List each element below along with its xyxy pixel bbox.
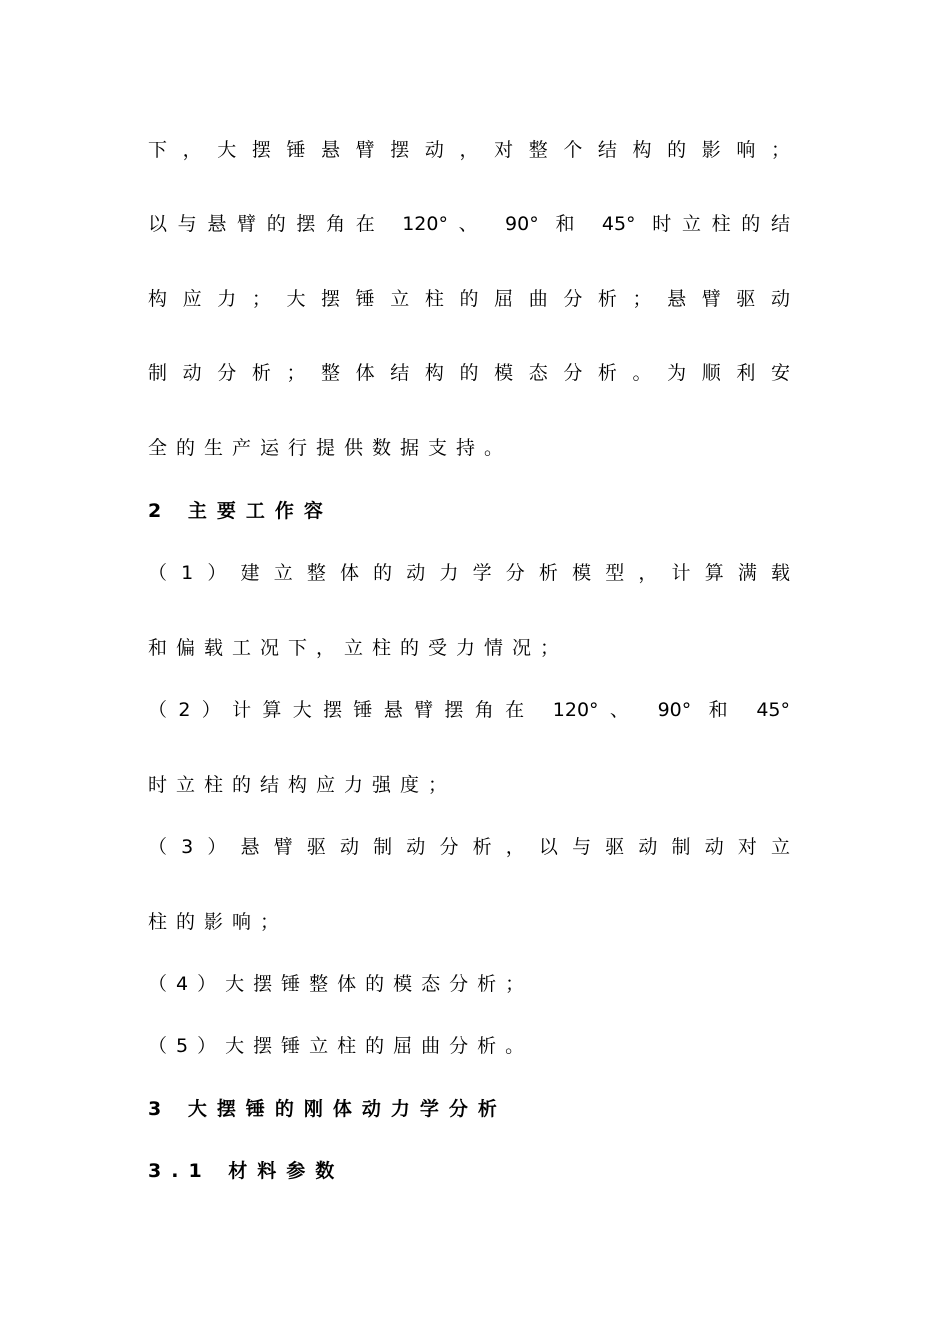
paragraph-line-last: 全的生产运行提供数据支持。 <box>148 437 513 459</box>
list-item-line: （2）计算大摆锤悬臂摆角在 120°、 90° 和 45° <box>148 699 790 721</box>
paragraph-line: 下，大摆锤悬臂摆动，对整个结构的影响； <box>148 139 790 161</box>
list-item-line: 柱的影响； <box>148 911 289 933</box>
paragraph-line: 以与悬臂的摆角在 120°、 90° 和 45° 时立柱的结 <box>148 213 790 235</box>
section-heading: 2 主要工作容 <box>148 500 333 522</box>
list-item-line: （5）大摆锤立柱的屈曲分析。 <box>148 1035 534 1057</box>
paragraph-line: 构应力；大摆锤立柱的屈曲分析；悬臂驱动 <box>148 288 790 310</box>
section-heading: 3 大摆锤的刚体动力学分析 <box>148 1098 507 1120</box>
list-item-line: （4）大摆锤整体的模态分析； <box>148 973 534 995</box>
list-item-line: （3）悬臂驱动制动分析，以与驱动制动对立 <box>148 836 790 858</box>
subsection-heading: 3.1 材料参数 <box>148 1160 345 1182</box>
paragraph-line: 制动分析；整体结构的模态分析。为顺利安 <box>148 362 790 384</box>
list-item-line: 和偏载工况下，立柱的受力情况； <box>148 637 569 659</box>
list-item-line: （1）建立整体的动力学分析模型，计算满载 <box>148 562 790 584</box>
list-item-line: 时立柱的结构应力强度； <box>148 774 457 796</box>
